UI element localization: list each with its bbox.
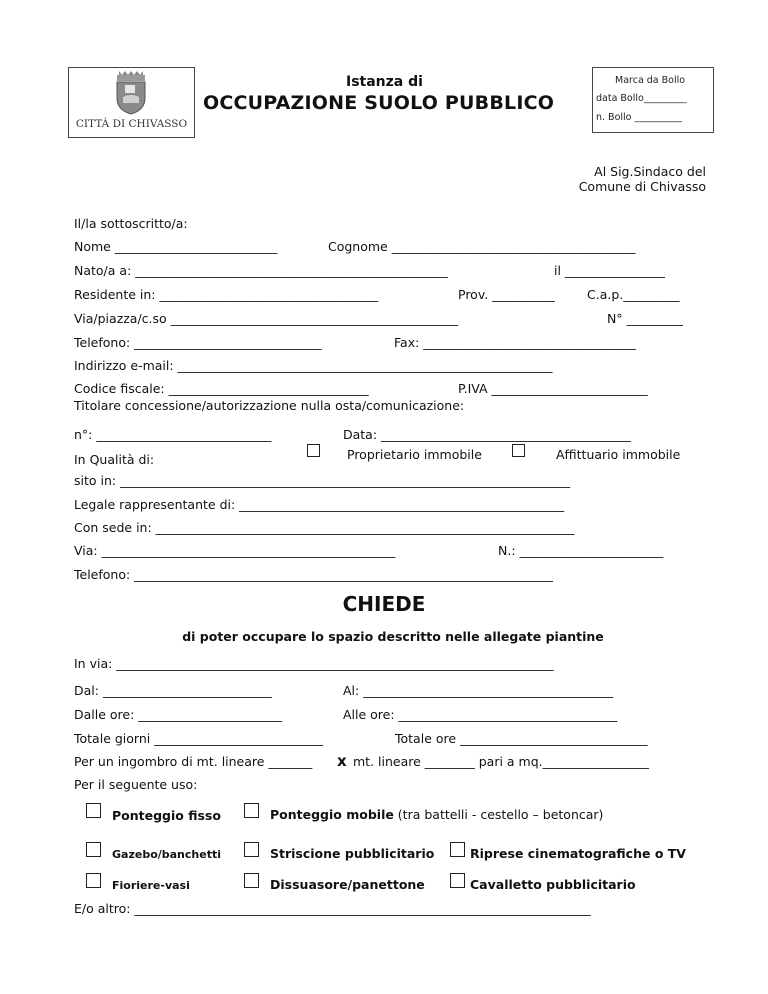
owner-label: Proprietario immobile [347, 447, 482, 462]
legal-representative-field[interactable]: Legale rappresentante di: ____________________________________________________ [74, 497, 565, 512]
revenue-stamp-box [592, 67, 714, 133]
gazebo-label: Gazebo/banchetti [112, 848, 221, 861]
house-number-field[interactable]: N° _________ [607, 311, 683, 326]
fax-field[interactable]: Fax: __________________________________ [394, 335, 636, 350]
city-crest-icon [113, 71, 149, 115]
mobile-scaffolding-note: (tra battelli - cestello – betoncar) [393, 807, 604, 822]
address-field[interactable]: Via/piazza/c.so ______________________________________________ [74, 311, 459, 326]
birthdate-field[interactable]: il ________________ [554, 263, 665, 278]
request-subheading: di poter occupare lo spazio descritto nelle allegate piantine [182, 629, 604, 644]
office-number-field[interactable]: N.: _______________________ [498, 543, 664, 558]
province-field[interactable]: Prov. __________ [458, 287, 555, 302]
tenant-label: Affittuario immobile [556, 447, 681, 462]
form-title: OCCUPAZIONE SUOLO PUBBLICO [203, 92, 555, 114]
chiede-heading: CHIEDE [342, 592, 426, 616]
recipient-line-1: Al Sig.Sindaco del [594, 164, 706, 179]
other-usage-field[interactable]: E/o altro: _________________________________________________________________________ [74, 901, 591, 916]
concession-date-field[interactable]: Data: ________________________________________ [343, 427, 632, 442]
stamp-title: Marca da Bollo [615, 75, 686, 86]
bollard-checkbox[interactable] [244, 873, 259, 888]
gazebo-checkbox[interactable] [86, 842, 101, 857]
mobile-scaffolding-option [270, 808, 603, 822]
multiply-sign: x [337, 752, 347, 770]
tax-code-field[interactable]: Codice fiscale: ________________________________ [74, 381, 369, 396]
city-logo-text: CITTÀ DI CHIVASSO [75, 118, 188, 130]
planters-label: Fioriere-vasi [112, 879, 190, 892]
stamp-date-field[interactable]: data Bollo_________ [596, 93, 687, 104]
total-days-field[interactable]: Totale giorni ___________________________ [74, 731, 323, 746]
cap-field[interactable]: C.a.p._________ [587, 287, 680, 302]
concession-number-field[interactable]: n°: ____________________________ [74, 427, 272, 442]
filming-label: Riprese cinematografiche o TV [470, 846, 686, 861]
owner-checkbox[interactable] [307, 444, 320, 457]
form-subtitle: Istanza di [346, 74, 423, 90]
sandwich-board-checkbox[interactable] [450, 873, 465, 888]
total-hours-field[interactable]: Totale ore ______________________________ [395, 731, 648, 746]
phone-field[interactable]: Telefono: ______________________________ [74, 335, 322, 350]
office-street-field[interactable]: Via: _______________________________________________ [74, 543, 396, 558]
mobile-scaffolding-label: Ponteggio mobile [270, 807, 394, 822]
stamp-number-field[interactable]: n. Bollo __________ [596, 112, 683, 123]
sandwich-board-label: Cavalletto pubblicitario [470, 877, 636, 892]
birthplace-field[interactable]: Nato/a a: __________________________________________________ [74, 263, 448, 278]
nome-field[interactable]: Nome __________________________ [74, 239, 278, 254]
to-hour-field[interactable]: Alle ore: ___________________________________ [343, 707, 618, 722]
registered-office-field[interactable]: Con sede in: ___________________________________________________________________ [74, 520, 575, 535]
concession-holder-label: Titolare concessione/autorizzazione nulla osta/comunicazione: [74, 398, 465, 413]
in-via-field[interactable]: In via: ______________________________________________________________________ [74, 656, 554, 671]
email-field[interactable]: Indirizzo e-mail: ____________________________________________________________ [74, 358, 553, 373]
recipient-line-2: Comune di Chivasso [578, 179, 706, 194]
to-date-field[interactable]: Al: ________________________________________ [343, 683, 614, 698]
bollard-label: Dissuasore/panettone [270, 877, 425, 892]
office-phone-field[interactable]: Telefono: ___________________________________________________________________ [74, 567, 553, 582]
fixed-scaffolding-checkbox[interactable] [86, 803, 101, 818]
mobile-scaffolding-checkbox[interactable] [244, 803, 259, 818]
footprint-width-area-field[interactable]: mt. lineare ________ pari a mq._________________ [353, 754, 649, 769]
vat-field[interactable]: P.IVA _________________________ [458, 381, 648, 396]
located-in-field[interactable]: sito in: ________________________________________________________________________ [74, 473, 571, 488]
from-hour-field[interactable]: Dalle ore: _______________________ [74, 707, 283, 722]
tenant-checkbox[interactable] [512, 444, 525, 457]
banner-label: Striscione pubblicitario [270, 846, 435, 861]
residence-field[interactable]: Residente in: ___________________________________ [74, 287, 379, 302]
fixed-scaffolding-label: Ponteggio fisso [112, 808, 221, 823]
capacity-label: In Qualità di: [74, 452, 155, 467]
banner-checkbox[interactable] [244, 842, 259, 857]
applicant-intro: Il/la sottoscritto/a: [74, 216, 188, 231]
city-logo-box [68, 67, 195, 138]
usage-intro: Per il seguente uso: [74, 777, 198, 792]
filming-checkbox[interactable] [450, 842, 465, 857]
from-date-field[interactable]: Dal: ___________________________ [74, 683, 272, 698]
planters-checkbox[interactable] [86, 873, 101, 888]
footprint-length-field[interactable]: Per un ingombro di mt. lineare _______ [74, 754, 313, 769]
cognome-field[interactable]: Cognome _______________________________________ [328, 239, 636, 254]
